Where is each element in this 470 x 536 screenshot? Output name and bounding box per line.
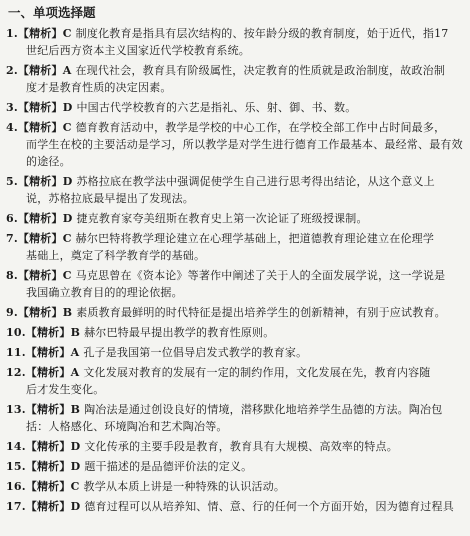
analysis-tag: 【精析】 (25, 403, 71, 416)
answer-item (6, 498, 464, 515)
analysis-tag: 【精析】 (25, 480, 71, 493)
explanation-text: 题干描述的是品德评价法的定义。 (84, 460, 253, 473)
explanation-continued: 括：人格感化、环境陶冶和艺术陶冶等。 (26, 420, 228, 433)
explanation-text: 马克思曾在《资本论》等著作中阐述了关于人的全面发展学说，这一学说是 (75, 269, 446, 282)
explanation-text: 孔子是我国第一位倡导启发式教学的教育家。 (83, 346, 308, 359)
analysis-tag: 【精析】 (17, 212, 63, 225)
answer-letter: B (70, 326, 81, 339)
answer-letter: D (70, 460, 81, 473)
analysis-tag: 【精析】 (17, 269, 63, 282)
explanation-text: 苏格拉底在教学法中强调促使学生自己进行思考得出结论，从这个意义上 (76, 175, 435, 188)
item-number: 11. (6, 346, 26, 359)
item-number: 16. (6, 480, 26, 493)
answer-letter: A (62, 64, 72, 77)
section-title: 一、单项选择题 (8, 5, 96, 20)
item-number: 5. (6, 175, 18, 188)
item-number: 2. (6, 64, 18, 77)
answer-list (6, 25, 464, 515)
explanation-continued: 而学生在校的主要活动是学习，所以教学是对学生进行德育工作最基本、最经常、最有效的途径。 (26, 138, 463, 168)
item-number: 15. (6, 460, 26, 473)
answer-letter: C (62, 269, 72, 282)
item-number: 1. (6, 27, 18, 40)
analysis-tag: 【精析】 (17, 64, 63, 77)
analysis-tag: 【精析】 (17, 27, 63, 40)
answer-item (6, 438, 464, 455)
answer-letter: C (70, 480, 80, 493)
answer-letter: C (62, 232, 72, 245)
analysis-tag: 【精析】 (17, 121, 63, 134)
analysis-tag: 【精析】 (17, 175, 63, 188)
answer-letter: D (62, 101, 73, 114)
analysis-tag: 【精析】 (17, 101, 63, 114)
explanation-continued: 我国确立教育目的的理论依据。 (26, 286, 183, 299)
item-number: 4. (6, 121, 18, 134)
explanation-text: 赫尔巴特将教学理论建立在心理学基础上，把道德教育理论建立在伦理学 (75, 232, 435, 245)
answer-item (6, 344, 464, 361)
explanation-continued: 说，苏格拉底最早提出了发现法。 (26, 192, 194, 205)
analysis-tag: 【精析】 (17, 306, 63, 319)
explanation-continued: 基础上，奠定了科学教育学的基础。 (26, 249, 206, 262)
answer-letter: A (70, 346, 80, 359)
explanation-text: 制度化教育是指具有层次结构的、按年龄分级的教育制度，始于近代，指17 (75, 27, 449, 40)
explanation-text: 捷克教育家夸美纽斯在教育史上第一次论证了班级授课制。 (76, 212, 368, 225)
item-number: 9. (6, 306, 18, 319)
explanation-text: 文化发展对教育的发展有一定的制约作用，文化发展在先，教育内容随 (83, 366, 431, 379)
answer-letter: C (62, 121, 72, 134)
item-number: 3. (6, 101, 18, 114)
answer-item (6, 364, 464, 398)
item-number: 17. (6, 500, 26, 513)
answer-item (6, 62, 464, 96)
explanation-text: 陶冶法是通过创设良好的情境，潜移默化地培养学生品德的方法。陶冶包 (84, 403, 443, 416)
explanation-text: 赫尔巴特最早提出教学的教育性原则。 (84, 326, 275, 339)
explanation-continued: 世纪后西方资本主义国家近代学校教育系统。 (26, 44, 250, 57)
explanation-text: 中国古代学校教育的六艺是指礼、乐、射、御、书、数。 (76, 101, 357, 114)
answer-item (6, 401, 464, 435)
explanation-text: 文化传承的主要手段是教育，教育具有大规模、高效率的特点。 (84, 440, 398, 453)
answer-item (6, 173, 464, 207)
answer-item (6, 99, 464, 116)
answer-item (6, 230, 464, 264)
analysis-tag: 【精析】 (25, 366, 71, 379)
answer-letter: D (70, 500, 81, 513)
analysis-tag: 【精析】 (25, 500, 71, 513)
answer-item (6, 119, 464, 170)
answer-item (6, 210, 464, 227)
item-number: 10. (6, 326, 26, 339)
answer-item (6, 324, 464, 341)
analysis-tag: 【精析】 (25, 326, 71, 339)
explanation-text: 素质教育最鲜明的时代特征是提出培养学生的创新精神，有别于应试教育。 (76, 306, 446, 319)
item-number: 12. (6, 366, 26, 379)
analysis-tag: 【精析】 (25, 460, 71, 473)
analysis-tag: 【精析】 (25, 440, 71, 453)
explanation-text: 教学从本质上讲是一种特殊的认识活动。 (83, 480, 286, 493)
answer-item (6, 267, 464, 301)
answer-letter: D (70, 440, 81, 453)
explanation-text: 德育过程可以从培养知、情、意、行的任何一个方面开始，因为德育过程具 (84, 500, 454, 513)
answer-letter: A (70, 366, 80, 379)
answer-letter: D (62, 175, 73, 188)
answer-letter: D (62, 212, 73, 225)
answer-item (6, 478, 464, 495)
item-number: 8. (6, 269, 18, 282)
answer-item (6, 25, 464, 59)
analysis-tag: 【精析】 (17, 232, 63, 245)
analysis-tag: 【精析】 (25, 346, 71, 359)
item-number: 6. (6, 212, 18, 225)
explanation-text: 德育教育活动中，教学是学校的中心工作，在学校全部工作中占时间最多， (75, 121, 446, 134)
answer-letter: B (70, 403, 81, 416)
answer-item (6, 458, 464, 475)
item-number: 7. (6, 232, 18, 245)
answer-item (6, 304, 464, 321)
item-number: 14. (6, 440, 26, 453)
answer-letter: C (62, 27, 72, 40)
explanation-continued: 度才是教育性质的决定因素。 (26, 81, 172, 94)
explanation-continued: 后才发生变化。 (26, 383, 105, 396)
item-number: 13. (6, 403, 26, 416)
explanation-text: 在现代社会，教育具有阶级属性，决定教育的性质就是政治制度，故政治制 (75, 64, 446, 77)
answer-letter: B (62, 306, 73, 319)
